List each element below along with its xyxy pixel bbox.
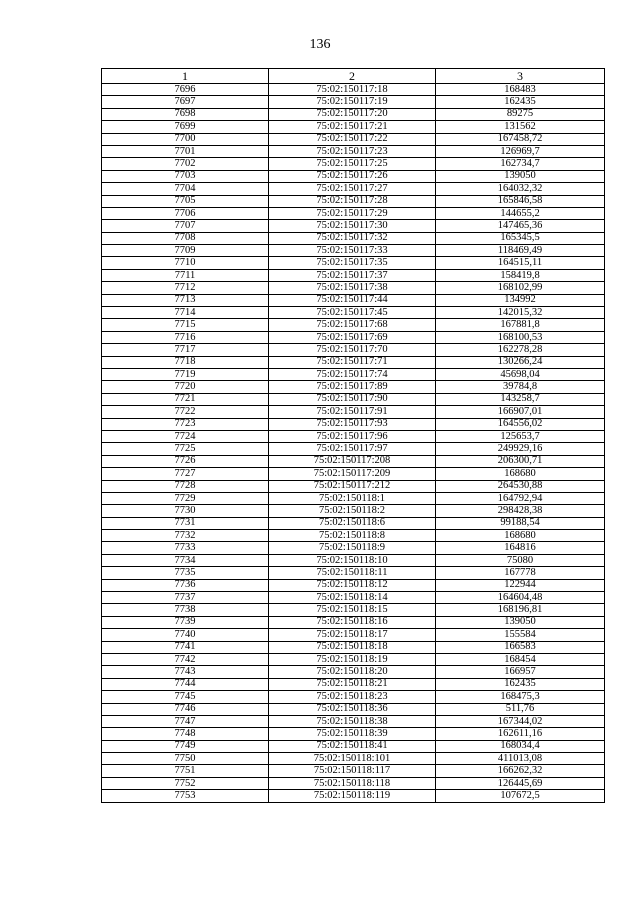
value-cell: 298428,38 [436, 505, 605, 517]
table-row [102, 530, 605, 542]
value-cell: 118469,49 [436, 245, 605, 257]
table-row [102, 728, 605, 740]
value-cell: 162435 [436, 96, 605, 108]
value-cell: 147465,36 [436, 220, 605, 232]
value-cell: 130266,24 [436, 356, 605, 368]
row-number-cell: 7751 [102, 765, 269, 777]
cadastral-number-cell: 75:02:150118:8 [269, 530, 436, 542]
cadastral-number-cell: 75:02:150118:15 [269, 604, 436, 616]
value-cell: 168680 [436, 530, 605, 542]
value-cell: 166957 [436, 666, 605, 678]
table-row [102, 715, 605, 727]
value-cell: 168034,4 [436, 740, 605, 752]
table-row [102, 269, 605, 281]
table-row [102, 84, 605, 96]
table-row [102, 145, 605, 157]
value-cell: 168100,53 [436, 331, 605, 343]
row-number-cell: 7698 [102, 108, 269, 120]
value-cell: 167344,02 [436, 715, 605, 727]
row-number-cell: 7740 [102, 629, 269, 641]
row-number-cell: 7697 [102, 96, 269, 108]
row-number-cell: 7715 [102, 319, 269, 331]
row-number-cell: 7736 [102, 579, 269, 591]
table-row [102, 641, 605, 653]
row-number-cell: 7745 [102, 691, 269, 703]
cadastral-number-cell: 75:02:150118:19 [269, 653, 436, 665]
table-row [102, 158, 605, 170]
table-row [102, 257, 605, 269]
row-number-cell: 7710 [102, 257, 269, 269]
value-cell: 164792,94 [436, 492, 605, 504]
table-row [102, 406, 605, 418]
row-number-cell: 7750 [102, 753, 269, 765]
table-row [102, 592, 605, 604]
row-number-cell: 7730 [102, 505, 269, 517]
cadastral-number-cell: 75:02:150118:11 [269, 567, 436, 579]
value-cell: 164032,32 [436, 183, 605, 195]
value-cell: 162611,16 [436, 728, 605, 740]
table-row [102, 616, 605, 628]
value-cell: 89275 [436, 108, 605, 120]
row-number-cell: 7716 [102, 331, 269, 343]
cadastral-number-cell: 75:02:150117:45 [269, 307, 436, 319]
cadastral-number-cell: 75:02:150118:20 [269, 666, 436, 678]
cadastral-number-cell: 75:02:150118:38 [269, 715, 436, 727]
row-number-cell: 7720 [102, 381, 269, 393]
row-number-cell: 7713 [102, 294, 269, 306]
row-number-cell: 7699 [102, 121, 269, 133]
cadastral-number-cell: 75:02:150118:1 [269, 492, 436, 504]
table-row [102, 207, 605, 219]
value-cell: 166583 [436, 641, 605, 653]
value-cell: 126969,7 [436, 145, 605, 157]
cadastral-number-cell: 75:02:150118:10 [269, 554, 436, 566]
table-row [102, 121, 605, 133]
value-cell: 134992 [436, 294, 605, 306]
table-row [102, 133, 605, 145]
row-number-cell: 7739 [102, 616, 269, 628]
column-header-2: 2 [269, 69, 436, 84]
row-number-cell: 7728 [102, 480, 269, 492]
header-row [102, 69, 605, 84]
cadastral-number-cell: 75:02:150117:38 [269, 282, 436, 294]
table-row [102, 393, 605, 405]
table-row [102, 678, 605, 690]
row-number-cell: 7724 [102, 430, 269, 442]
cadastral-number-cell: 75:02:150117:21 [269, 121, 436, 133]
value-cell: 166907,01 [436, 406, 605, 418]
cadastral-number-cell: 75:02:150117:97 [269, 443, 436, 455]
table-row [102, 777, 605, 789]
row-number-cell: 7747 [102, 715, 269, 727]
row-number-cell: 7752 [102, 777, 269, 789]
row-number-cell: 7709 [102, 245, 269, 257]
table-row [102, 220, 605, 232]
value-cell: 155584 [436, 629, 605, 641]
table-row [102, 96, 605, 108]
row-number-cell: 7700 [102, 133, 269, 145]
cadastral-number-cell: 75:02:150118:36 [269, 703, 436, 715]
table-row [102, 356, 605, 368]
table-row [102, 294, 605, 306]
cadastral-number-cell: 75:02:150118:118 [269, 777, 436, 789]
cadastral-number-cell: 75:02:150117:20 [269, 108, 436, 120]
cadastral-number-cell: 75:02:150117:68 [269, 319, 436, 331]
row-number-cell: 7753 [102, 790, 269, 802]
cadastral-number-cell: 75:02:150117:32 [269, 232, 436, 244]
table-row [102, 430, 605, 442]
row-number-cell: 7718 [102, 356, 269, 368]
row-number-cell: 7708 [102, 232, 269, 244]
table-row [102, 691, 605, 703]
table-row [102, 418, 605, 430]
value-cell: 168483 [436, 84, 605, 96]
table-row [102, 579, 605, 591]
table-row [102, 517, 605, 529]
cadastral-number-cell: 75:02:150117:91 [269, 406, 436, 418]
table-row [102, 307, 605, 319]
row-number-cell: 7748 [102, 728, 269, 740]
cadastral-number-cell: 75:02:150117:96 [269, 430, 436, 442]
value-cell: 39784,8 [436, 381, 605, 393]
table-row [102, 629, 605, 641]
cadastral-number-cell: 75:02:150117:74 [269, 368, 436, 380]
row-number-cell: 7712 [102, 282, 269, 294]
table-row [102, 653, 605, 665]
value-cell: 131562 [436, 121, 605, 133]
value-cell: 206300,71 [436, 455, 605, 467]
value-cell: 139050 [436, 170, 605, 182]
table-header [102, 69, 605, 84]
row-number-cell: 7701 [102, 145, 269, 157]
value-cell: 139050 [436, 616, 605, 628]
column-header-3: 3 [436, 69, 605, 84]
value-cell: 164556,02 [436, 418, 605, 430]
row-number-cell: 7702 [102, 158, 269, 170]
cadastral-number-cell: 75:02:150118:18 [269, 641, 436, 653]
cadastral-number-cell: 75:02:150118:2 [269, 505, 436, 517]
value-cell: 164604,48 [436, 592, 605, 604]
cadastral-number-cell: 75:02:150118:6 [269, 517, 436, 529]
table-row [102, 108, 605, 120]
table-row [102, 443, 605, 455]
table-row [102, 703, 605, 715]
cadastral-number-cell: 75:02:150118:21 [269, 678, 436, 690]
cadastral-number-cell: 75:02:150117:209 [269, 468, 436, 480]
table-row [102, 492, 605, 504]
value-cell: 45698,04 [436, 368, 605, 380]
row-number-cell: 7744 [102, 678, 269, 690]
value-cell: 164515,11 [436, 257, 605, 269]
row-number-cell: 7737 [102, 592, 269, 604]
cadastral-number-cell: 75:02:150118:17 [269, 629, 436, 641]
row-number-cell: 7723 [102, 418, 269, 430]
cadastral-number-cell: 75:02:150118:101 [269, 753, 436, 765]
value-cell: 107672,5 [436, 790, 605, 802]
cadastral-number-cell: 75:02:150118:23 [269, 691, 436, 703]
table-row [102, 195, 605, 207]
table-row [102, 567, 605, 579]
table-body [102, 84, 605, 803]
cadastral-number-cell: 75:02:150117:35 [269, 257, 436, 269]
value-cell: 165846,58 [436, 195, 605, 207]
row-number-cell: 7725 [102, 443, 269, 455]
value-cell: 162435 [436, 678, 605, 690]
cadastral-number-cell: 75:02:150117:28 [269, 195, 436, 207]
table-row [102, 666, 605, 678]
value-cell: 249929,16 [436, 443, 605, 455]
row-number-cell: 7742 [102, 653, 269, 665]
cadastral-number-cell: 75:02:150117:93 [269, 418, 436, 430]
value-cell: 411013,08 [436, 753, 605, 765]
row-number-cell: 7731 [102, 517, 269, 529]
cadastral-number-cell: 75:02:150117:26 [269, 170, 436, 182]
cadastral-number-cell: 75:02:150118:41 [269, 740, 436, 752]
row-number-cell: 7705 [102, 195, 269, 207]
table-row [102, 542, 605, 554]
value-cell: 511,76 [436, 703, 605, 715]
cadastral-number-cell: 75:02:150117:212 [269, 480, 436, 492]
value-cell: 167881,8 [436, 319, 605, 331]
row-number-cell: 7749 [102, 740, 269, 752]
table-row [102, 765, 605, 777]
row-number-cell: 7733 [102, 542, 269, 554]
cadastral-number-cell: 75:02:150117:19 [269, 96, 436, 108]
row-number-cell: 7703 [102, 170, 269, 182]
table-row [102, 282, 605, 294]
cadastral-number-cell: 75:02:150117:18 [269, 84, 436, 96]
cadastral-number-cell: 75:02:150117:27 [269, 183, 436, 195]
cadastral-number-cell: 75:02:150117:33 [269, 245, 436, 257]
cadastral-number-cell: 75:02:150118:39 [269, 728, 436, 740]
table-row [102, 790, 605, 802]
row-number-cell: 7696 [102, 84, 269, 96]
row-number-cell: 7734 [102, 554, 269, 566]
cadastral-number-cell: 75:02:150118:119 [269, 790, 436, 802]
cadastral-number-cell: 75:02:150118:117 [269, 765, 436, 777]
value-cell: 143258,7 [436, 393, 605, 405]
value-cell: 167458,72 [436, 133, 605, 145]
table-row [102, 381, 605, 393]
row-number-cell: 7743 [102, 666, 269, 678]
table-row [102, 505, 605, 517]
cadastral-number-cell: 75:02:150117:44 [269, 294, 436, 306]
column-header-1: 1 [102, 69, 269, 84]
cadastral-number-cell: 75:02:150117:25 [269, 158, 436, 170]
row-number-cell: 7719 [102, 368, 269, 380]
value-cell: 162278,28 [436, 344, 605, 356]
row-number-cell: 7717 [102, 344, 269, 356]
row-number-cell: 7746 [102, 703, 269, 715]
value-cell: 168196,81 [436, 604, 605, 616]
table-row [102, 170, 605, 182]
value-cell: 125653,7 [436, 430, 605, 442]
cadastral-number-cell: 75:02:150117:70 [269, 344, 436, 356]
value-cell: 162734,7 [436, 158, 605, 170]
table-row [102, 183, 605, 195]
cadastral-number-cell: 75:02:150117:23 [269, 145, 436, 157]
value-cell: 144655,2 [436, 207, 605, 219]
cadastral-number-cell: 75:02:150118:12 [269, 579, 436, 591]
row-number-cell: 7732 [102, 530, 269, 542]
cadastral-number-cell: 75:02:150117:22 [269, 133, 436, 145]
row-number-cell: 7729 [102, 492, 269, 504]
table-row [102, 740, 605, 752]
table-row [102, 455, 605, 467]
value-cell: 75080 [436, 554, 605, 566]
value-cell: 168475,3 [436, 691, 605, 703]
cadastral-number-cell: 75:02:150118:16 [269, 616, 436, 628]
row-number-cell: 7722 [102, 406, 269, 418]
cadastral-number-cell: 75:02:150117:71 [269, 356, 436, 368]
row-number-cell: 7714 [102, 307, 269, 319]
value-cell: 168454 [436, 653, 605, 665]
value-cell: 168102,99 [436, 282, 605, 294]
table-row [102, 319, 605, 331]
value-cell: 122944 [436, 579, 605, 591]
table-row [102, 604, 605, 616]
table-row [102, 753, 605, 765]
value-cell: 264530,88 [436, 480, 605, 492]
value-cell: 167778 [436, 567, 605, 579]
value-cell: 164816 [436, 542, 605, 554]
cadastral-number-cell: 75:02:150117:29 [269, 207, 436, 219]
table-row [102, 245, 605, 257]
row-number-cell: 7711 [102, 269, 269, 281]
cadastral-number-cell: 75:02:150117:30 [269, 220, 436, 232]
table-row [102, 480, 605, 492]
cadastral-number-cell: 75:02:150118:9 [269, 542, 436, 554]
row-number-cell: 7738 [102, 604, 269, 616]
row-number-cell: 7735 [102, 567, 269, 579]
cadastral-number-cell: 75:02:150118:14 [269, 592, 436, 604]
data-table [101, 68, 605, 803]
row-number-cell: 7741 [102, 641, 269, 653]
value-cell: 158419,8 [436, 269, 605, 281]
row-number-cell: 7706 [102, 207, 269, 219]
cadastral-number-cell: 75:02:150117:89 [269, 381, 436, 393]
value-cell: 165345,5 [436, 232, 605, 244]
table-row [102, 368, 605, 380]
value-cell: 166262,32 [436, 765, 605, 777]
cadastral-number-cell: 75:02:150117:69 [269, 331, 436, 343]
table-row [102, 232, 605, 244]
cadastral-number-cell: 75:02:150117:37 [269, 269, 436, 281]
cadastral-number-cell: 75:02:150117:90 [269, 393, 436, 405]
value-cell: 99188,54 [436, 517, 605, 529]
value-cell: 168680 [436, 468, 605, 480]
value-cell: 126445,69 [436, 777, 605, 789]
row-number-cell: 7726 [102, 455, 269, 467]
value-cell: 142015,32 [436, 307, 605, 319]
page-number: 136 [309, 37, 331, 52]
table-row [102, 344, 605, 356]
row-number-cell: 7727 [102, 468, 269, 480]
row-number-cell: 7707 [102, 220, 269, 232]
cadastral-number-cell: 75:02:150117:208 [269, 455, 436, 467]
row-number-cell: 7704 [102, 183, 269, 195]
row-number-cell: 7721 [102, 393, 269, 405]
table-row [102, 468, 605, 480]
table-row [102, 554, 605, 566]
table-row [102, 331, 605, 343]
